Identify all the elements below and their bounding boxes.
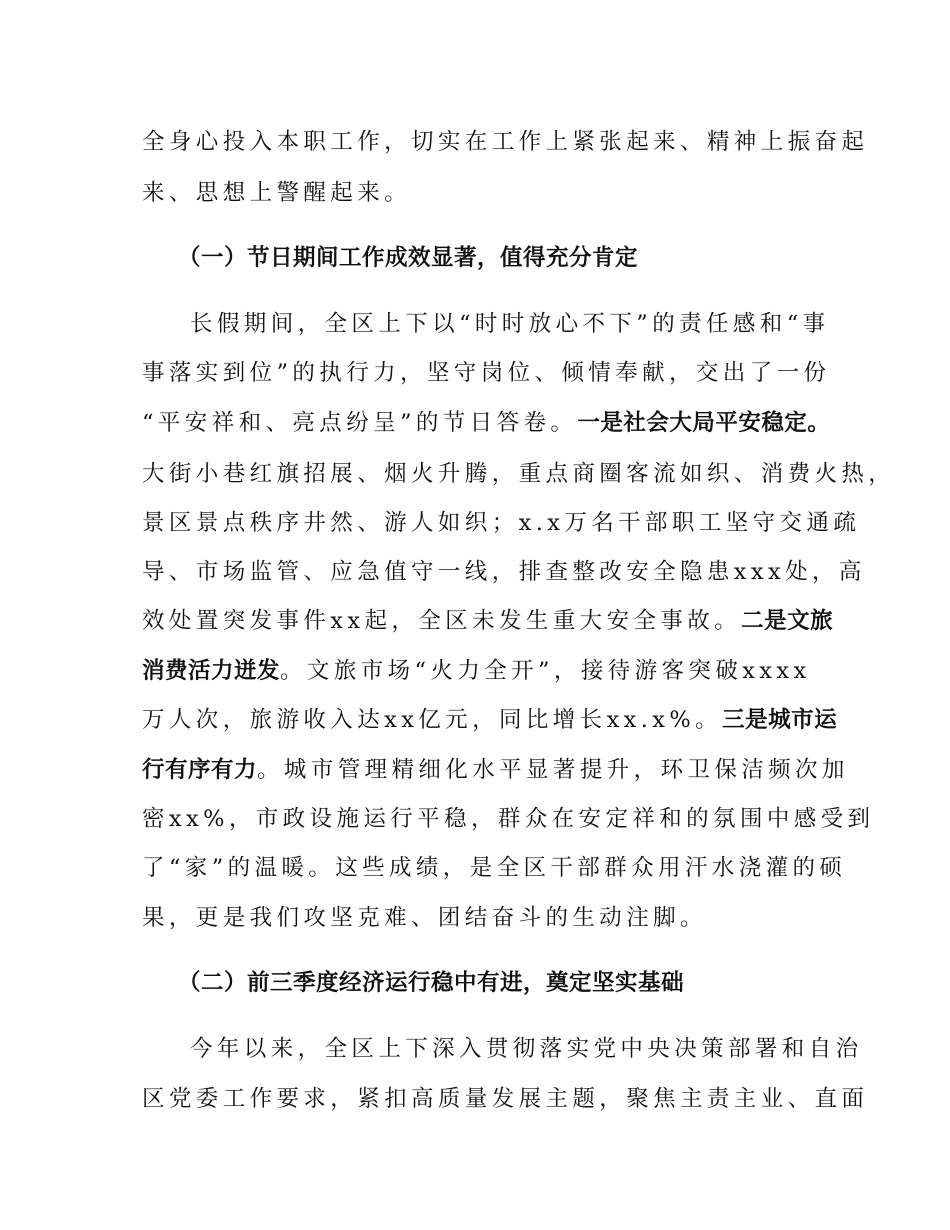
paragraph-line: 果，更是我们攻坚克难、团结奋斗的生动注脚。 <box>142 905 707 931</box>
paragraph-line: 导、市场监管、应急值守一线，排查整改安全隐患xxx处，高 <box>142 559 866 585</box>
paragraph-line: 今年以来，全区上下深入贯彻落实党中央决策部署和自治 <box>190 1036 863 1062</box>
paragraph-line: 全身心投入本职工作，切实在工作上紧张起来、精神上振奋起 <box>142 129 869 155</box>
paragraph-line: 区党委工作要求，紧扣高质量发展主题，聚焦主责主业、直面 <box>142 1086 869 1112</box>
paragraph-line: 长假期间，全区上下以“时时放心不下”的责任感和“事 <box>190 311 830 337</box>
paragraph-line: 事落实到位”的执行力，坚守岗位、倾情奉献，交出了一份 <box>142 360 831 386</box>
paragraph-line: 大街小巷红旗招展、烟火升腾，重点商圈客流如织、消费火热， <box>142 461 896 487</box>
paragraph-line: 景区景点秩序井然、游人如织；x.x万名干部职工坚守交通疏 <box>142 510 861 536</box>
text-run: 万人次，旅游收入达xx亿元，同比增长xx.x%。 <box>142 707 723 733</box>
paragraph-line <box>142 705 837 735</box>
bold-point-1: 一是社会大局平安稳定。 <box>577 410 831 436</box>
section-heading-2: （二）前三季度经济运行稳中有进，奠定坚实基础 <box>178 970 685 996</box>
text-run: 。文旅市场“火力全开”，接待游客突破xxxx <box>280 658 811 684</box>
text-run: 效处置突发事件xx起，全区未发生重大安全事故。 <box>142 608 742 634</box>
paragraph-line: 了“家”的温暖。这些成绩，是全区干部群众用汗水浇灌的硕 <box>142 855 847 881</box>
paragraph-line <box>142 656 811 686</box>
paragraph-line: 密xx%，市政设施运行平稳，群众在安定祥和的氛围中感受到 <box>142 806 875 832</box>
bold-point-3: 三是城市运 <box>722 707 838 733</box>
text-run: “平安祥和、亮点纷呈”的节日答卷。 <box>142 410 578 436</box>
bold-point-3-cont: 行有序有力 <box>142 757 258 783</box>
paragraph-line <box>142 755 849 785</box>
text-run: 。城市管理精细化水平显著提升，环卫保洁频次加 <box>257 757 849 783</box>
paragraph-line <box>142 606 833 636</box>
bold-point-2: 二是文旅 <box>741 608 834 634</box>
bold-point-2-cont: 消费活力迸发 <box>142 658 281 684</box>
section-heading-1: （一）节日期间工作成效显著，值得充分肯定 <box>178 245 639 271</box>
paragraph-line <box>142 408 830 438</box>
paragraph-line: 来、思想上警醒起来。 <box>142 180 412 206</box>
